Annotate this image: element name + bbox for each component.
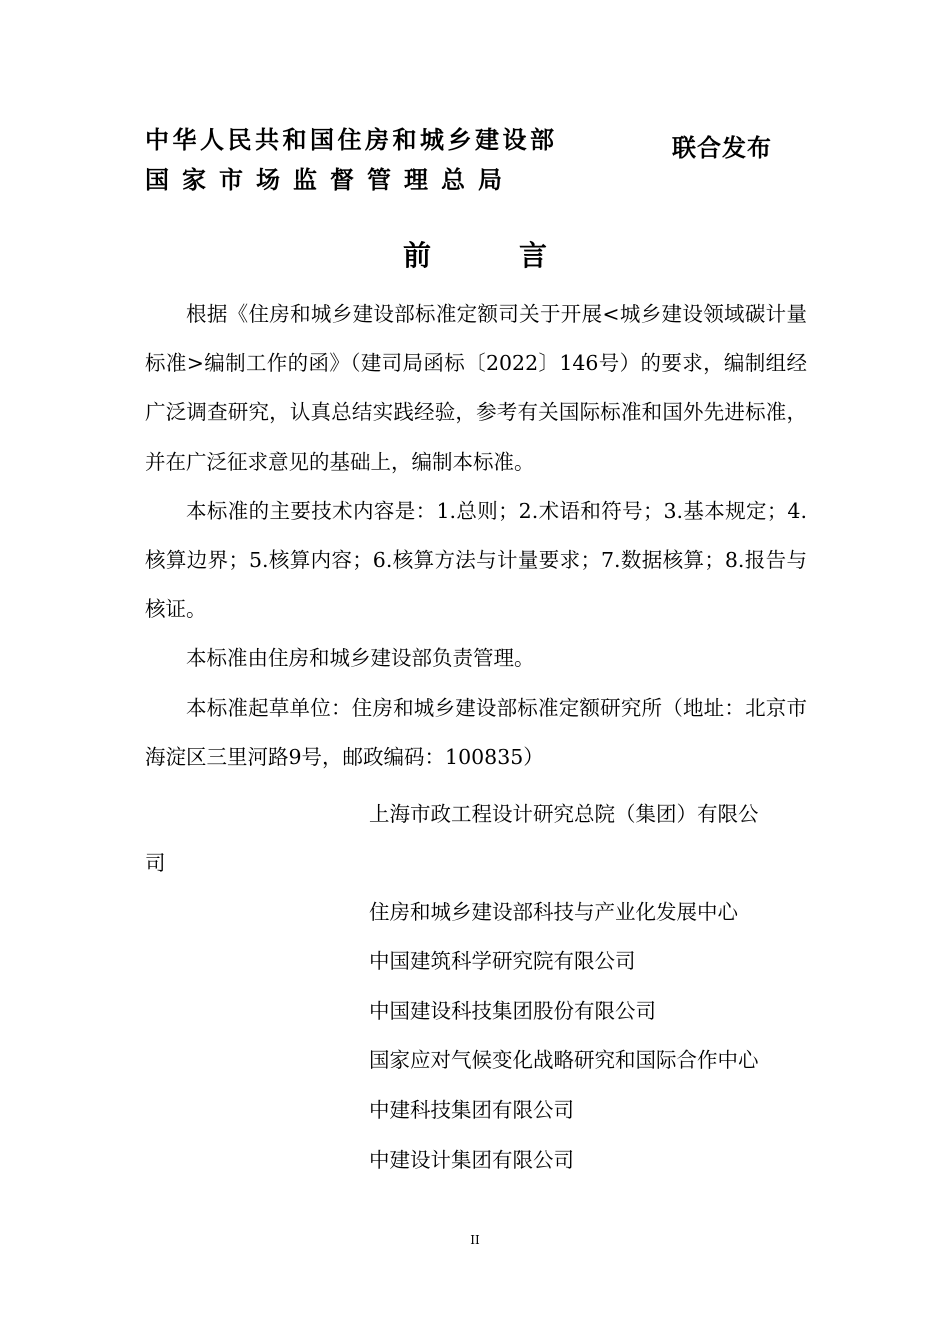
- drafting-unit-item: 国家应对气候变化战略研究和国际合作中心: [369, 1048, 759, 1072]
- preface-title: 前 言: [402, 239, 577, 272]
- drafting-unit-wrapped: [145, 790, 807, 888]
- drafting-unit-item: 中建科技集团有限公司: [369, 1098, 574, 1122]
- drafting-unit-item: 中国建设科技集团股份有限公司: [369, 999, 656, 1023]
- drafting-unit-item: 住房和城乡建设部科技与产业化发展中心: [369, 900, 738, 924]
- joint-release-label: 联合发布: [672, 134, 772, 162]
- issuer-line-ministry: 中华人民共和国住房和城乡建设部: [145, 126, 558, 154]
- page-number: II: [470, 1233, 480, 1247]
- paragraph-technical-contents: 本标准的主要技术内容是：1.总则；2.术语和符号；3.基本规定；4.核算边界；5.核算内容；6.核算方法与计量要求；7.数据核算；8.报告与核证。: [145, 498, 807, 622]
- issuer-block: [145, 122, 805, 202]
- drafting-unit-item: 中国建筑科学研究院有限公司: [369, 949, 636, 973]
- issuer-line-market-administration: 国家市场监督管理总局: [145, 166, 515, 194]
- drafting-unit-wrapped-first: 上海市政工程设计研究总院（集团）有限公: [369, 802, 759, 826]
- drafting-unit-wrapped-rest: 司: [145, 851, 166, 876]
- paragraph-drafting-unit: 本标准起草单位：住房和城乡建设部标准定额研究所（地址：北京市海淀区三里河路9号，邮政编码：100835）: [145, 695, 807, 769]
- drafting-unit-item: 中建设计集团有限公司: [369, 1148, 574, 1172]
- paragraph-management: 本标准由住房和城乡建设部负责管理。: [186, 646, 535, 671]
- preface-body: [145, 290, 807, 782]
- paragraph-basis: 根据《住房和城乡建设部标准定额司关于开展<城乡建设领域碳计量标准>编制工作的函》（建司局函标〔2022〕146号）的要求，编制组经广泛调查研究，认真总结实践经验，参考有关国际标准和国外先进标准，并在广泛征求意见的基础上，编制本标准。: [145, 302, 807, 474]
